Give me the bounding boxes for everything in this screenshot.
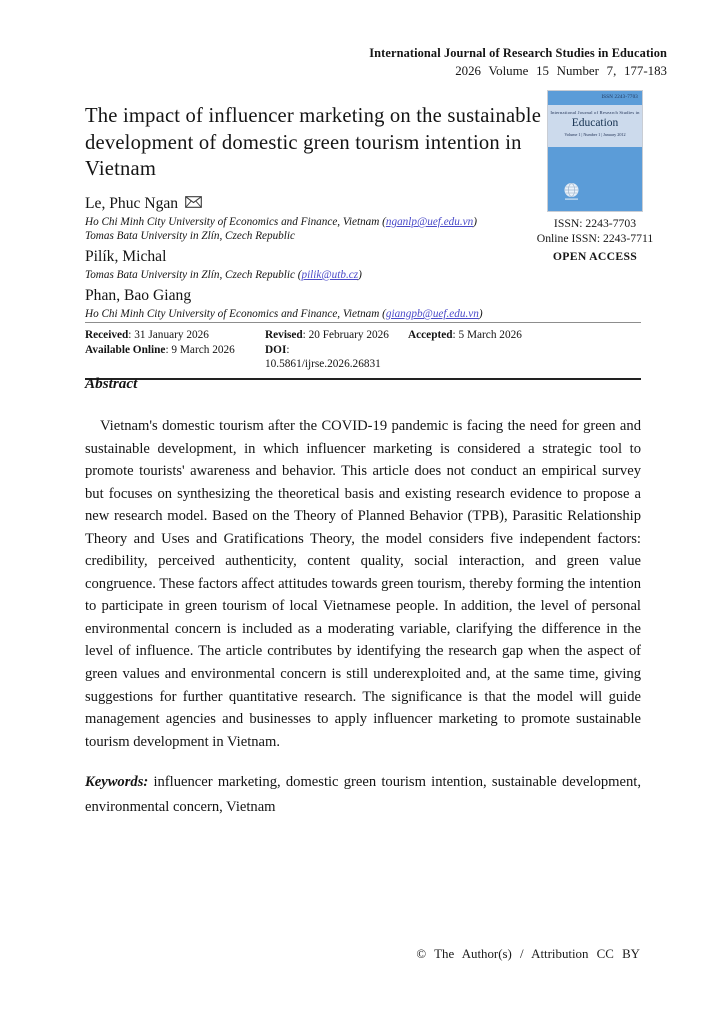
cover-title-panel [548,105,642,147]
article-title: The impact of influencer marketing on the sustainable development of domestic green tourism intention in Vietnam [85,105,542,181]
affiliation-text-close: ) [358,269,362,281]
available-online-date [85,343,265,371]
globe-logo-icon [563,182,580,206]
affiliation-line [85,215,565,229]
envelope-icon [185,195,202,213]
revised-value: : 20 February 2026 [302,329,389,341]
received-label: Received [85,329,129,341]
author-block [85,248,565,282]
received-value: : 31 January 2026 [128,329,209,341]
affiliation-text: Tomas Bata University in Zlín, Czech Republic ( [85,269,302,281]
journal-header [369,46,667,79]
affiliation-text: Ho Chi Minh City University of Economics and Finance, Vietnam ( [85,216,386,228]
dates-box [85,322,641,380]
email-link[interactable]: giangpb@uef.edu.vn [385,308,479,320]
abstract-heading: Abstract [85,375,138,392]
affiliation-text-close: ) [473,216,477,228]
cover-issue-line: Volume 1 | Number 1 | January 2012 [564,132,626,137]
cover-journal-title: Education [571,117,619,129]
accepted-value: : 5 March 2026 [452,329,522,341]
affiliation-text: Ho Chi Minh City University of Economics and Finance, Vietnam ( [85,308,386,320]
keywords-text: influencer marketing, domestic green tourism intention, sustainable development, environmental concern, Vietnam [85,774,641,815]
revised-label: Revised [265,329,303,341]
cover-top-band [548,91,642,105]
doi-label: DOI [265,344,287,356]
email-link[interactable]: pilik@utb.cz [301,269,359,281]
author-name-text: Pilík, Michal [85,248,167,265]
author-block [85,195,565,243]
affiliation-line [85,268,565,282]
received-date [85,328,265,342]
author-name-text: Le, Phuc Ngan [85,195,179,212]
email-link[interactable]: nganlp@uef.edu.vn [385,216,474,228]
revised-date [265,328,408,342]
copyright-notice: © The Author(s) / Attribution CC BY [416,947,640,961]
author-name [85,248,565,266]
cover-top-issn: ISSN 2243-7703 [601,95,638,100]
issn-print: ISSN: 2243-7703 [553,217,637,230]
doi-value: : 10.5861/ijrse.2026.26831 [265,344,381,370]
author-name [85,287,565,305]
issn-online: Online ISSN: 2243-7711 [536,232,654,245]
author-name [85,195,565,213]
affiliation-line: Tomas Bata University in Zlín, Czech Republic [85,230,295,242]
abstract-body: Vietnam's domestic tourism after the COVID-19 pandemic is facing the need for green and sustainable development, in which influencer marketing is considered a strategic tool to promote tourists' awareness and behavior. This article does not conduct an empirical survey but focuses on synthesizing the theoretical basis and existing research evidence to propose a new research model. Based on the Theory of Planned Behavior (TPB), Parasitic Relationship Theory and Uses and Gratifications Theory, the model considers five independent factors: credibility, perceived authenticity, content quality, social interaction, and green value congruence. These factors affect attitudes towards green tourism, thereby forming the intention to participate in green tourism of local Vietnamese people. In addition, the level of personal environmental concern is included as a moderating variable, clarifying the difference in the level of influence. The article contributes by identifying the research gap when the aspect of green values and environmental concern is still underexploited and, at the same time, giving suggestions for further quantitative research. The significance is that the model will guide management agencies and businesses to apply influencer marketing to promote sustainable tourism development in Vietnam. [85,418,641,750]
accepted-label: Accepted [408,329,453,341]
doi [265,343,408,371]
keywords-section [85,770,641,820]
cover-series-line: International Journal of Research Studies in [550,110,640,115]
available-online-label: Available Online [85,344,166,356]
keywords-label: Keywords: [85,774,149,790]
accepted-date [408,328,641,342]
affiliation-text-close: ) [478,308,483,320]
journal-name: International Journal of Research Studies in Education [369,46,667,60]
issue-info: 2026 Volume 15 Number 7, 177-183 [455,64,667,78]
affiliation-line [85,307,565,321]
author-block [85,287,565,321]
open-access-label: OPEN ACCESS [552,250,638,263]
journal-cover-thumbnail [547,90,643,212]
author-name-text: Phan, Bao Giang [85,287,192,304]
authors-section [85,195,565,321]
available-online-value: : 9 March 2026 [165,344,235,356]
